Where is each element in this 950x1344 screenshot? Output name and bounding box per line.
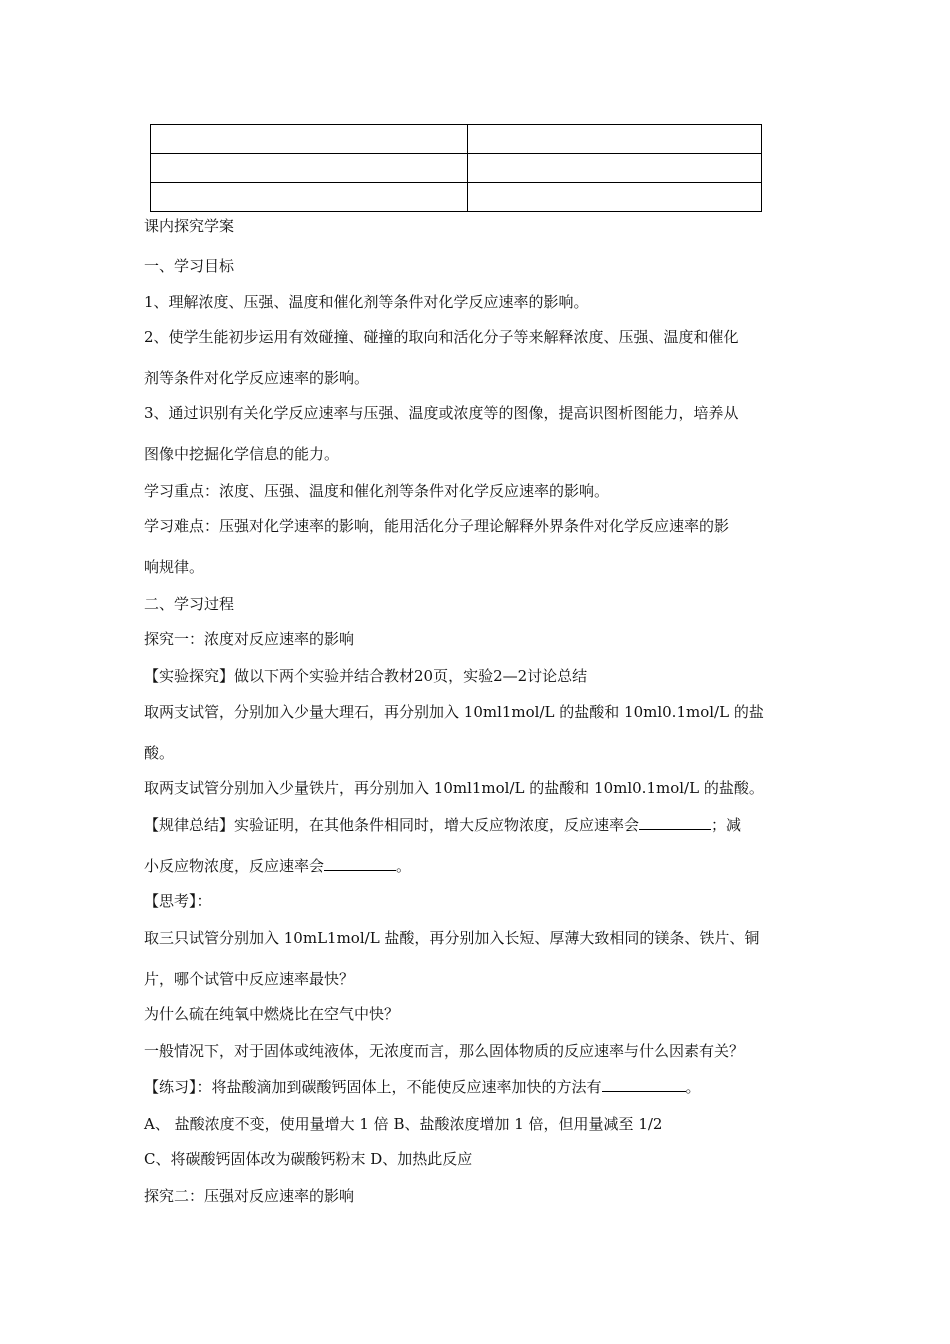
table-cell (468, 183, 762, 212)
think-q3: 一般情况下，对于固体或纯液体，无浓度而言，那么固体物质的反应速率与什么因素有关？ (144, 1042, 745, 1060)
think-q1-line-1: 取三只试管分别加入 10mL1mol/L 盐酸，再分别加入长短、厚薄大致相同的镁条、铁片、铜 (144, 929, 760, 947)
options-cd: C、将碳酸钙固体改为碳酸钙粉末 D、加热此反应 (144, 1150, 473, 1168)
experiment-2: 取两支试管分别加入少量铁片，再分别加入 10ml1mol/L 的盐酸和 10ml0.1mol/L 的盐酸。 (144, 779, 764, 797)
heading-process: 二、学习过程 (144, 595, 235, 613)
difficulty-line-2: 响规律。 (144, 558, 205, 576)
think-q2: 为什么硫在纯氧中燃烧比在空气中快？ (144, 1005, 400, 1023)
experiment-intro: 【实验探究】做以下两个实验并结合教材20页，实验2—2讨论总结 (144, 667, 588, 685)
table-cell (468, 125, 762, 154)
objective-1: 1、理解浓度、压强、温度和催化剂等条件对化学反应速率的影响。 (144, 293, 589, 311)
objective-3-line-1: 3、通过识别有关化学反应速率与压强、温度或浓度等的图像，提高识图析图能力，培养从 (144, 404, 739, 422)
table-row (151, 154, 762, 183)
think-heading: 【思考】： (144, 892, 212, 910)
options-ab: A、 盐酸浓度不变，使用量增大 1 倍 B、盐酸浓度增加 1 倍，但用量减至 1/2 (144, 1115, 663, 1133)
think-q1-line-2: 片，哪个试管中反应速率最快？ (144, 970, 355, 988)
exercise-text: 【练习】：将盐酸滴加到碳酸钙固体上，不能使反应速率加快的方法有 (144, 1078, 602, 1096)
difficulty-line-1: 学习难点：压强对化学速率的影响，能用活化分子理论解释外界条件对化学反应速率的影 (144, 517, 730, 535)
table-row (151, 125, 762, 154)
fill-blank-1[interactable] (639, 815, 711, 830)
section-title: 课内探究学案 (144, 217, 235, 235)
summary-text-3: 小反应物浓度，反应速率会 (144, 857, 325, 875)
inquiry-1-title: 探究一：浓度对反应速率的影响 (144, 630, 355, 648)
summary-line-2 (144, 856, 411, 876)
exercise-line (144, 1077, 701, 1097)
exercise-end: 。 (685, 1078, 701, 1096)
summary-text-2: ；减 (711, 816, 742, 834)
summary-text-4: 。 (396, 857, 412, 875)
summary-line-1 (144, 815, 741, 835)
table-cell (151, 125, 468, 154)
fill-blank-3[interactable] (602, 1077, 686, 1092)
experiment-1-line-1: 取两支试管，分别加入少量大理石，再分别加入 10ml1mol/L 的盐酸和 10ml0.1mol/L 的盐 (144, 703, 764, 721)
blank-table (150, 124, 762, 212)
summary-text-1: 【规律总结】实验证明，在其他条件相同时，增大反应物浓度，反应速率会 (144, 816, 640, 834)
objective-2-line-2: 剂等条件对化学反应速率的影响。 (144, 369, 370, 387)
objective-2-line-1: 2、使学生能初步运用有效碰撞、碰撞的取向和活化分子等来解释浓度、压强、温度和催化 (144, 328, 739, 346)
experiment-1-line-2: 酸。 (144, 744, 175, 762)
objective-3-line-2: 图像中挖掘化学信息的能力。 (144, 445, 340, 463)
inquiry-2-title: 探究二：压强对反应速率的影响 (144, 1187, 355, 1205)
table-cell (468, 154, 762, 183)
fill-blank-2[interactable] (324, 856, 396, 871)
table-row (151, 183, 762, 212)
table-cell (151, 154, 468, 183)
table-cell (151, 183, 468, 212)
key-point: 学习重点：浓度、压强、温度和催化剂等条件对化学反应速率的影响。 (144, 482, 610, 500)
heading-objectives: 一、学习目标 (144, 257, 235, 275)
